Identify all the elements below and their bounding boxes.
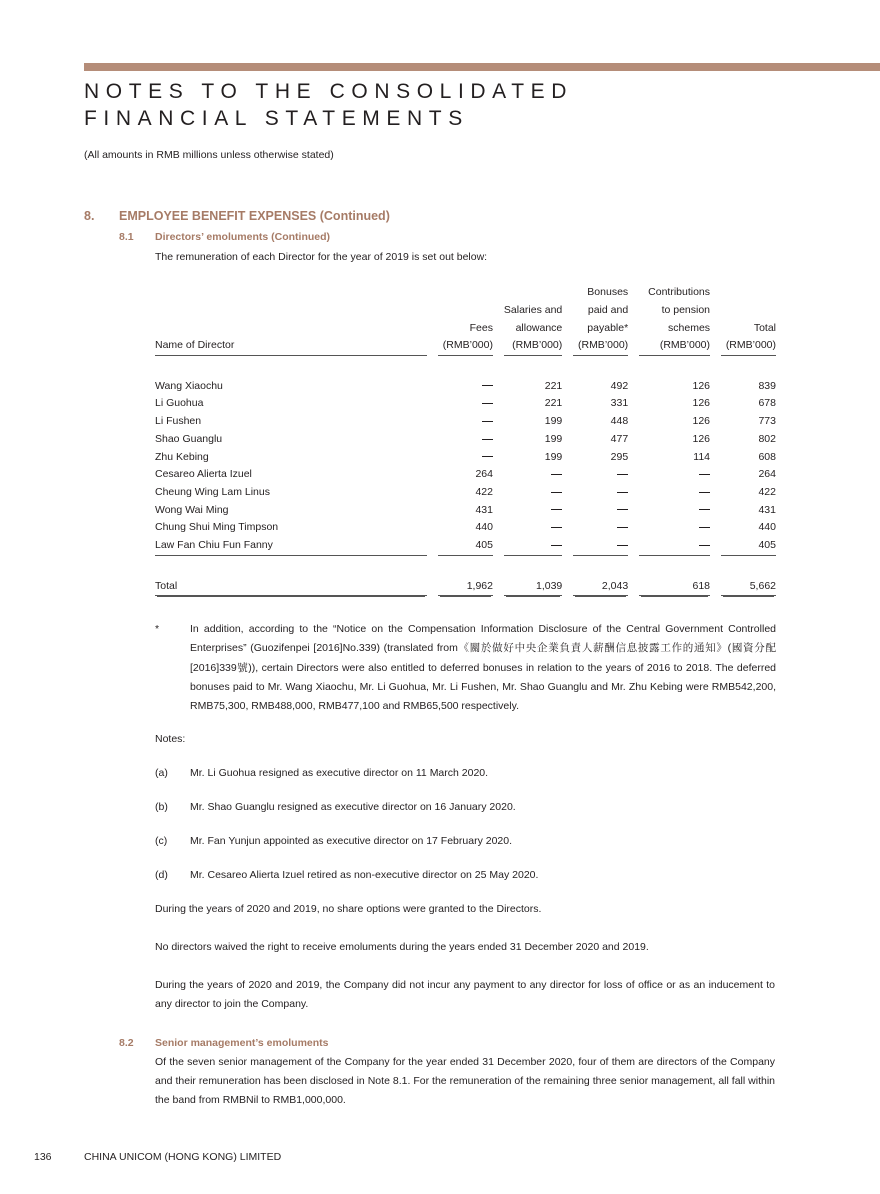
table-row [155,378,776,396]
bonuses-cell: 477 [610,432,629,445]
section-8-number: 8. [84,209,95,223]
pension-cell: 126 [692,432,711,445]
top-accent-bar [84,63,880,71]
table-row [155,519,776,537]
bonuses-cell [573,466,628,484]
note-label: (b) [155,801,168,813]
notes-label: Notes: [155,733,186,745]
column-header [438,284,493,302]
pension-cell: 126 [692,415,711,428]
paragraph-loss-of-office: During the years of 2020 and 2019, the Company did not incur any payment to any director for loss of office or as an inducement to any director to join the Company. [155,979,775,1010]
total-cell: 440 [758,521,776,534]
fees-cell: 264 [475,468,493,481]
column-header: Total [753,321,776,334]
director-name-cell: Total [155,578,427,597]
nil-dash [482,439,493,440]
salaries-cell: 199 [544,432,563,445]
nil-dash [551,509,562,510]
director-name-cell: Cheung Wing Lam Linus [155,485,270,498]
salaries-cell [504,502,562,520]
bonuses-cell: 448 [610,415,629,428]
page-title [84,78,573,132]
section-8-title: EMPLOYEE BENEFIT EXPENSES (Continued) [119,209,390,223]
section-8-1-title: Directors’ emoluments (Continued) [155,231,331,243]
column-header: (RMB’000) [639,337,710,356]
note-text: Mr. Li Guohua resigned as executive director on 11 March 2020. [190,767,489,779]
section-8-2-text: Of the seven senior management of the Company for the year ended 31 December 2020, four of them are directors of the Company and their remuneration has been disclosed in Note 8.1. For the remuneration of the remaining three senior management, all fall within the band from RMBNil to RMB1,000,000. [155,1056,775,1106]
note-text: Mr. Fan Yunjun appointed as executive director on 17 February 2020. [190,835,513,847]
column-header: (RMB’000) [573,337,628,356]
section-8-2-title: Senior management’s emoluments [155,1037,329,1049]
note-a [155,767,488,779]
spacer-row [155,556,776,578]
column-header: Bonuses [587,286,629,299]
header-row [155,284,776,302]
pension-cell [639,466,710,484]
salaries-cell: 199 [544,450,563,463]
paragraph-waived-emoluments: No directors waived the right to receive emoluments during the years ended 31 December 2020 and 2019. [155,941,649,953]
footnote [155,620,776,716]
footnote-text: In addition, according to the “Notice on the Compensation Information Disclosure of the Central Government Controlled Enterprises” (Guozifenpei [2016]No.339) (translated from《關於做好中央企業負責人薪酬信息披露工作的通知》(國資分配[2016]339號)), certain Directors were also entitled to deferred bonuses in relation to the years of 2016 to 2018. The deferred bonuses paid to Mr. Wang Xiaochu, Mr. Li Guohua, Mr. Li Fushen, Mr. Shao Guanglu and Mr. Zhu Kebing were RMB542,200, RMB75,300, RMB488,000, RMB477,100 and RMB65,500 respectively. [190,623,776,713]
section-8-2-number: 8.2 [119,1037,134,1049]
nil-dash [699,527,710,528]
section-8-1-intro: The remuneration of each Director for the year of 2019 is set out below: [155,251,488,263]
table-header [155,284,776,356]
table-row [155,449,776,467]
director-name-cell: Law Fan Chiu Fun Fanny [155,537,427,556]
column-header: paid and [587,303,629,316]
table-row [155,466,776,484]
nil-dash [482,456,493,457]
column-header [721,284,776,302]
paragraph-share-options: During the years of 2020 and 2019, no share options were granted to the Directors. [155,903,542,915]
note-c [155,835,512,847]
column-header: Salaries and [503,303,563,316]
title-line-1: NOTES TO THE CONSOLIDATED [84,80,574,103]
salaries-cell [504,519,562,537]
fees-cell [438,431,493,449]
total-cell: 5,662 [721,578,776,597]
salaries-cell: 1,039 [504,578,562,597]
footer-company: CHINA UNICOM (HONG KONG) LIMITED [84,1151,282,1163]
fees-cell: 1,962 [438,578,493,597]
director-name-cell: Wong Wai Ming [155,503,229,516]
nil-dash [482,421,493,422]
fees-cell: 440 [475,521,493,534]
column-header [155,302,427,320]
column-header: to pension [661,303,711,316]
salaries-cell [504,466,562,484]
director-name-cell: Li Fushen [155,415,202,428]
column-header: (RMB’000) [504,337,562,356]
title-line-2: FINANCIAL STATEMENTS [84,107,469,130]
bonuses-cell [573,502,628,520]
total-cell: 678 [758,397,776,410]
total-cell: 773 [758,415,776,428]
amounts-note: (All amounts in RMB millions unless otherwise stated) [84,149,334,161]
header-row [155,302,776,320]
nil-dash [617,545,628,546]
fees-cell: 422 [475,485,493,498]
header-row [155,337,776,356]
fees-cell: 431 [475,503,493,516]
salaries-cell [504,537,562,556]
director-name-cell: Chung Shui Ming Timpson [155,521,279,534]
header-row [155,319,776,337]
column-header [504,284,562,302]
column-header [721,302,776,320]
total-row [155,578,776,597]
total-cell: 422 [758,485,776,498]
salaries-cell [504,484,562,502]
column-header [155,284,427,302]
spacer-row [155,356,776,378]
nil-dash [551,527,562,528]
total-cell: 802 [758,432,776,445]
bonuses-cell [573,519,628,537]
fees-cell [438,378,493,396]
column-header: Contributions [648,286,711,299]
page-number: 136 [34,1151,52,1163]
column-header [438,302,493,320]
bonuses-cell [573,537,628,556]
table-row [155,395,776,413]
bonuses-cell: 331 [610,397,629,410]
column-header [155,319,427,337]
salaries-cell: 199 [544,415,563,428]
nil-dash [699,545,710,546]
table-row [155,484,776,502]
director-name-cell: Wang Xiaochu [155,379,223,392]
column-header: payable* [587,321,629,334]
note-text: Mr. Cesareo Alierta Izuel retired as non-executive director on 25 May 2020. [190,869,539,881]
nil-dash [617,474,628,475]
note-b [155,801,516,813]
nil-dash [617,492,628,493]
director-name-cell: Zhu Kebing [155,450,209,463]
nil-dash [699,492,710,493]
pension-cell [639,537,710,556]
nil-dash [482,403,493,404]
total-cell: 608 [758,450,776,463]
section-8-1-number: 8.1 [119,231,134,243]
table-row [155,431,776,449]
fees-cell [438,395,493,413]
nil-dash [551,474,562,475]
pension-cell [639,502,710,520]
nil-dash [482,385,493,386]
total-cell: 431 [758,503,776,516]
nil-dash [551,492,562,493]
salaries-cell: 221 [544,379,563,392]
nil-dash [617,509,628,510]
footnote-marker: * [155,623,160,635]
nil-dash [699,509,710,510]
salaries-cell: 221 [544,397,563,410]
column-header: allowance [515,321,563,334]
director-name-cell: Cesareo Alierta Izuel [155,468,252,481]
nil-dash [617,527,628,528]
table-row [155,537,776,556]
nil-dash [551,545,562,546]
table-row [155,502,776,520]
bonuses-cell [573,484,628,502]
note-label: (a) [155,767,168,779]
note-label: (c) [155,835,168,847]
total-cell: 405 [721,537,776,556]
total-cell: 264 [758,468,776,481]
pension-cell [639,519,710,537]
director-name-cell: Li Guohua [155,397,204,410]
bonuses-cell: 2,043 [573,578,628,597]
director-name-cell: Shao Guanglu [155,432,223,445]
pension-cell: 114 [693,450,711,463]
fees-cell: 405 [438,537,493,556]
column-header: (RMB’000) [721,337,776,356]
pension-cell: 126 [692,397,711,410]
column-header: Name of Director [155,337,427,356]
fees-cell [438,449,493,467]
column-header: schemes [668,321,711,334]
fees-cell [438,413,493,431]
column-header: (RMB’000) [438,337,493,356]
table-row [155,413,776,431]
pension-cell: 618 [639,578,710,597]
nil-dash [699,474,710,475]
note-text: Mr. Shao Guanglu resigned as executive director on 16 January 2020. [190,801,516,813]
director-remuneration-table [155,284,776,596]
table-body [155,356,776,597]
column-header: Fees [469,321,493,334]
bonuses-cell: 492 [610,379,629,392]
note-label: (d) [155,869,168,881]
bonuses-cell: 295 [610,450,629,463]
total-cell: 839 [758,379,776,392]
pension-cell [639,484,710,502]
note-d [155,869,538,881]
pension-cell: 126 [692,379,711,392]
